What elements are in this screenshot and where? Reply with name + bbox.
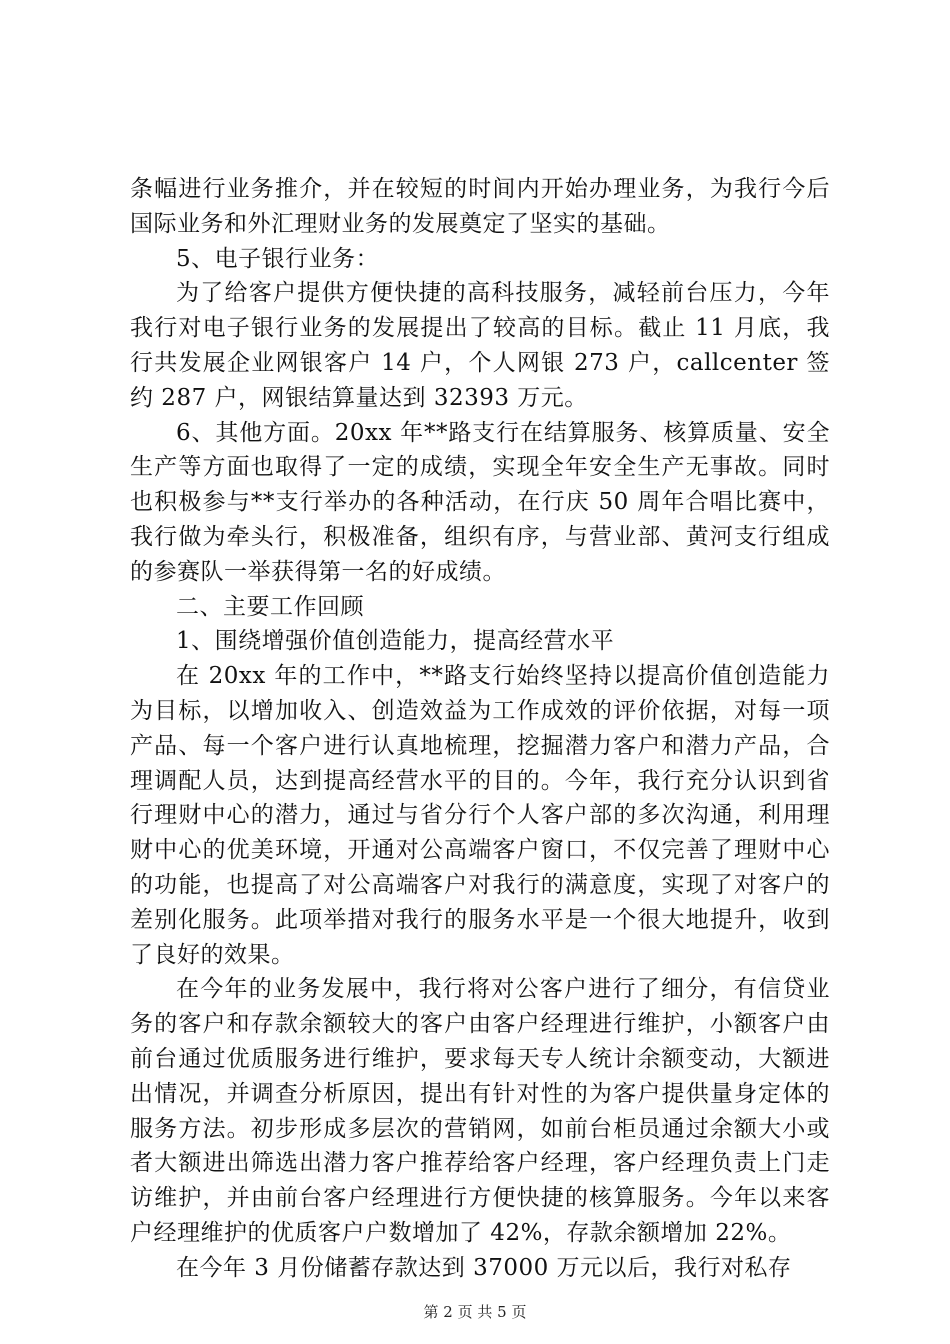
paragraph-other-aspects: 6、其他方面。20xx 年**路支行在结算服务、核算质量、安全生产等方面也取得了一定的成绩，实现全年安全生产无事故。同时也积极参与**支行举办的各种活动，在行庆 50 周年合唱比赛中，我行做为牵头行，积极准备，组织有序，与营业部、黄河支行组成的参赛队一举获得第一名的好成绩。	[130, 419, 830, 585]
document-body	[130, 172, 830, 1286]
page-footer: 第 2 页 共 5 页	[423, 1303, 527, 1321]
subsection-heading-value-creation: 1、围绕增强价值创造能力，提高经营水平	[176, 628, 615, 655]
section-heading-work-review: 二、主要工作回顾	[176, 593, 364, 620]
paragraph-value-creation: 在 20xx 年的工作中，**路支行始终坚持以提高价值创造能力为目标，以增加收入、创造效益为工作成效的评价依据，对每一项产品、每一个客户进行认真地梳理，挖掘潜力客户和潜力产品，合理调配人员，达到提高经营水平的目的。今年，我行充分认识到省行理财中心的潜力，通过与省分行个人客户部的多次沟通，利用理财中心的优美环境，开通对公高端客户窗口，不仅完善了理财中心的功能，也提高了对公高端客户对我行的满意度，实现了对客户的差别化服务。此项举措对我行的服务水平是一个很大地提升，收到了良好的效果。	[130, 663, 830, 968]
section-heading-e-banking: 5、电子银行业务：	[176, 245, 380, 272]
paragraph-e-banking: 为了给客户提供方便快捷的高科技服务，减轻前台压力，今年我行对电子银行业务的发展提出了较高的目标。截止 11 月底，我行共发展企业网银客户 14 户，个人网银 273 户，callcenter 签约 287 户，网银结算量达到 32393 万元。	[130, 280, 830, 411]
paragraph-savings: 在今年 3 月份储蓄存款达到 37000 万元以后，我行对私存	[176, 1254, 792, 1281]
paragraph-continuation: 条幅进行业务推介，并在较短的时间内开始办理业务，为我行今后国际业务和外汇理财业务的发展奠定了坚实的基础。	[130, 176, 830, 237]
paragraph-customer-segmentation: 在今年的业务发展中，我行将对公客户进行了细分，有信贷业务的客户和存款余额较大的客户由客户经理进行维护，小额客户由前台通过优质服务进行维护，要求每天专人统计余额变动，大额进出情况，并调查分析原因，提出有针对性的为客户提供量身定体的服务方法。初步形成多层次的营销网，如前台柜员通过余额大小或者大额进出筛选出潜力客户推荐给客户经理，客户经理负责上门走访维护，并由前台客户经理进行方便快捷的核算服务。今年以来客户经理维护的优质客户户数增加了 42%，存款余额增加 22%。	[130, 976, 830, 1246]
